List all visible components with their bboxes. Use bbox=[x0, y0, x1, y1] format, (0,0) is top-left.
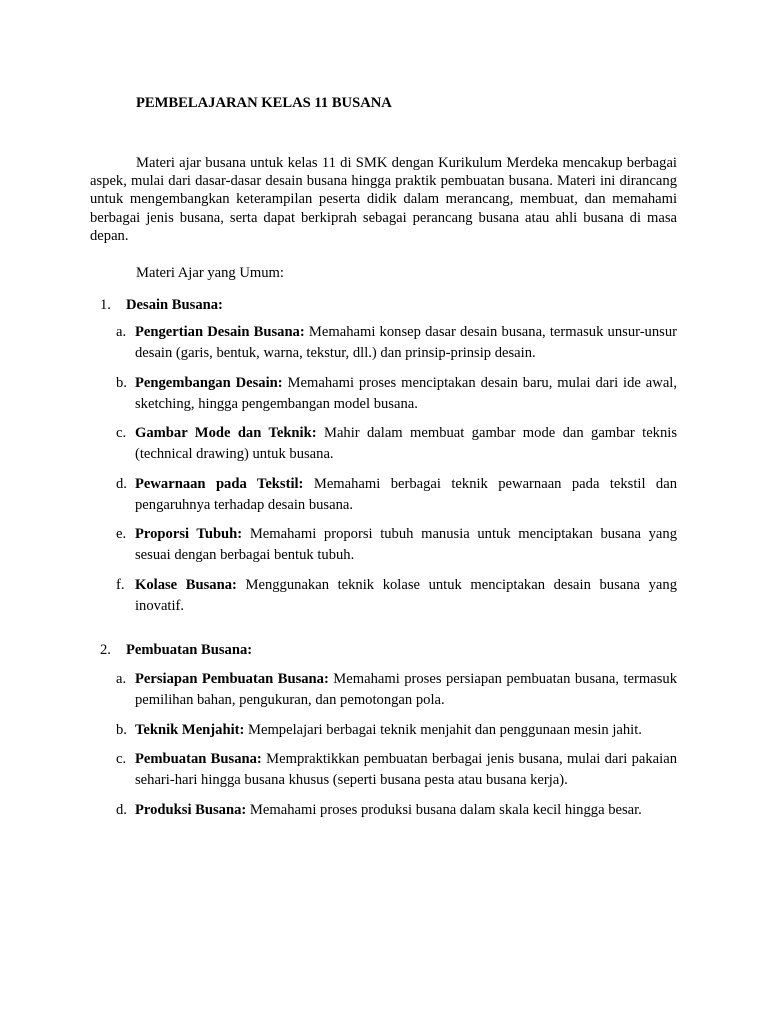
list-item bbox=[116, 423, 677, 465]
list-item bbox=[116, 474, 677, 516]
item-letter: a. bbox=[116, 324, 127, 340]
section-heading bbox=[100, 296, 223, 314]
item-letter: c. bbox=[116, 425, 127, 441]
item-letter: d. bbox=[116, 801, 127, 818]
list-item bbox=[116, 322, 677, 364]
item-letter: d. bbox=[116, 475, 127, 492]
list-item bbox=[116, 373, 677, 415]
list-item bbox=[116, 720, 677, 741]
section-item-list bbox=[116, 669, 677, 829]
list-item bbox=[116, 669, 677, 711]
item-term: Proporsi Tubuh: bbox=[135, 526, 243, 542]
section-label: Pembuatan Busana: bbox=[126, 642, 253, 658]
item-description: Mahir dalam membuat gambar mode dan gambar teknis (technical drawing) untuk busana. bbox=[135, 425, 678, 462]
item-term: Pembuatan Busana: bbox=[135, 751, 262, 767]
section-number: 1. bbox=[100, 297, 111, 313]
document-title: PEMBELAJARAN KELAS 11 BUSANA bbox=[136, 95, 392, 111]
item-term: Produksi Busana: bbox=[135, 801, 247, 818]
item-term: Pewarnaan pada Tekstil: bbox=[135, 475, 304, 492]
section-heading bbox=[100, 641, 252, 659]
item-term: Teknik Menjahit: bbox=[135, 721, 245, 738]
subheading: Materi Ajar yang Umum: bbox=[136, 265, 284, 281]
item-term: Pengertian Desain Busana: bbox=[135, 324, 305, 340]
item-description: Memahami proses persiapan pembuatan busana, termasuk pemilihan bahan, pengukuran, dan pemotongan pola. bbox=[135, 671, 677, 708]
item-letter: b. bbox=[116, 721, 127, 738]
list-item bbox=[116, 749, 677, 791]
section-item-list bbox=[116, 322, 677, 625]
item-description: Memahami proporsi tubuh manusia untuk menciptakan busana yang sesuai dengan berbagai bentuk tubuh. bbox=[135, 526, 677, 563]
list-item bbox=[116, 524, 677, 566]
list-item bbox=[116, 800, 677, 821]
section-label: Desain Busana: bbox=[126, 297, 223, 313]
item-description: Mempraktikkan pembuatan berbagai jenis busana, mulai dari pakaian sehari-hari hingga busana khusus (seperti busana pesta atau busana kerja). bbox=[135, 751, 677, 788]
item-term: Gambar Mode dan Teknik: bbox=[135, 425, 317, 441]
list-item bbox=[116, 575, 677, 617]
item-description: Menggunakan teknik kolase untuk menciptakan desain busana yang inovatif. bbox=[135, 576, 678, 614]
item-letter: e. bbox=[116, 526, 127, 542]
item-description: Memahami proses produksi busana dalam skala kecil hingga besar. bbox=[249, 801, 642, 818]
item-description: Mempelajari berbagai teknik menjahit dan penggunaan mesin jahit. bbox=[248, 721, 642, 738]
item-term: Kolase Busana: bbox=[135, 576, 237, 593]
item-term: Pengembangan Desain: bbox=[135, 374, 283, 391]
item-letter: b. bbox=[116, 374, 127, 391]
item-letter: c. bbox=[116, 751, 127, 767]
intro-paragraph: Materi ajar busana untuk kelas 11 di SMK dengan Kurikulum Merdeka mencakup berbagai aspek, mulai dari dasar-dasar desain busana hingga praktik pembuatan busana. Materi ini dirancang untuk mengembangkan keterampilan peserta didik dalam merancang, membuat, dan memahami berbagai jenis busana, serta dapat berkiprah sebagai perancang busana atau ahli busana di masa depan. bbox=[90, 155, 677, 244]
item-description: Memahami konsep dasar desain busana, termasuk unsur-unsur desain (garis, bentuk, warna, tekstur, dll.) dan prinsip-prinsip desain. bbox=[135, 324, 677, 361]
item-letter: f. bbox=[116, 576, 125, 593]
section-number: 2. bbox=[100, 642, 111, 658]
item-description: Memahami proses menciptakan desain baru, mulai dari ide awal, sketching, hingga pengembangan model busana. bbox=[135, 374, 677, 412]
item-description: Memahami berbagai teknik pewarnaan pada tekstil dan pengaruhnya terhadap desain busana. bbox=[135, 475, 677, 513]
item-term: Persiapan Pembuatan Busana: bbox=[135, 671, 329, 687]
item-letter: a. bbox=[116, 671, 127, 687]
